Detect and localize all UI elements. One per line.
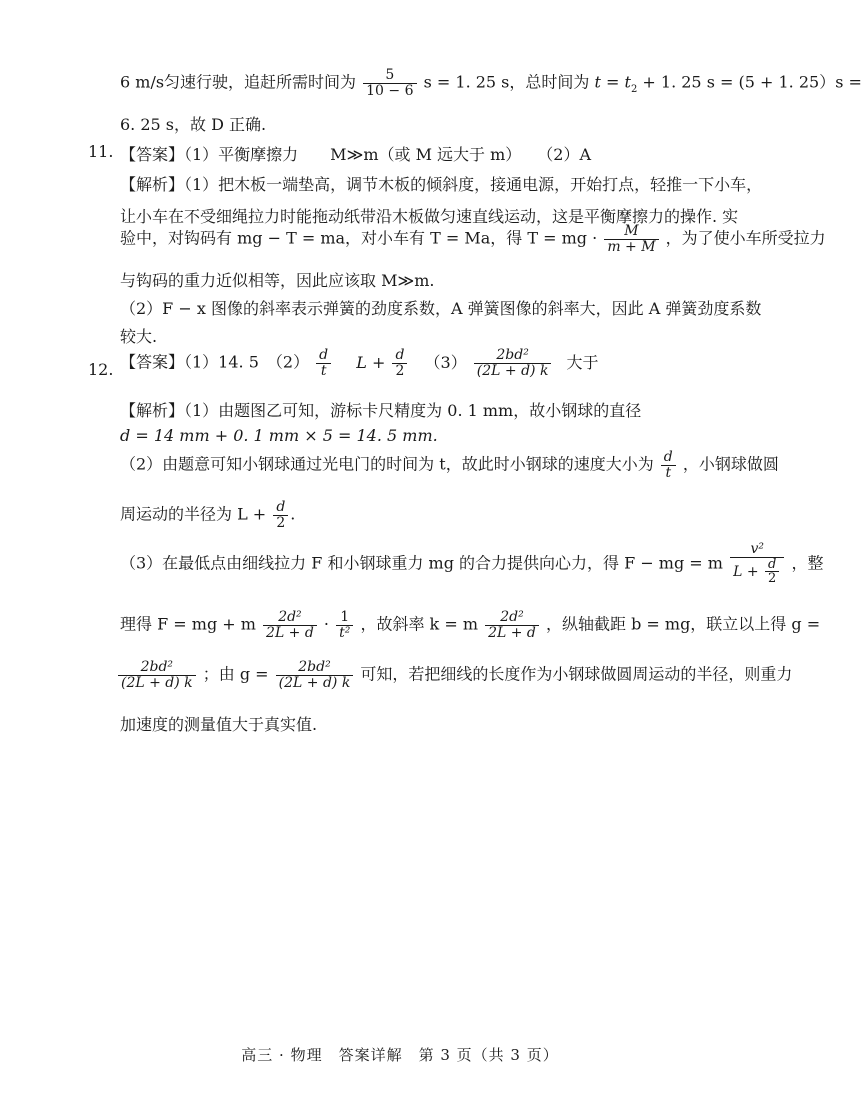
text-span: 验中，对钩码有 mg − T = ma，对小车有 T = Ma，得 T = mg · xyxy=(120,228,598,248)
text-span: s = 1. 25 s，总时间为 xyxy=(423,72,590,92)
fraction xyxy=(392,348,407,378)
fraction xyxy=(485,610,539,640)
fraction-numerator: d xyxy=(395,347,405,363)
fraction xyxy=(661,450,676,480)
text-span: t = t xyxy=(594,72,631,92)
text-span: L + xyxy=(733,563,759,580)
fraction-numerator: 2d² xyxy=(500,609,524,625)
fraction xyxy=(276,660,354,690)
text-span: （2）由题意可知小钢球通过光电门的时间为 t，故此时小钢球的速度大小为 xyxy=(120,454,654,474)
fraction-denominator: (2L + d) k xyxy=(474,363,552,379)
fraction xyxy=(363,68,416,98)
fraction-denominator: m + M xyxy=(604,239,658,255)
explanation-line: 让小车在不受细绳拉力时能拖动纸带沿木板做匀速直线运动，这是平衡摩擦力的操作. 实 xyxy=(120,207,739,226)
explanation-line: 与钩码的重力近似相等，因此应该取 M≫m. xyxy=(120,271,435,290)
fraction-denominator: 2L + d xyxy=(485,625,539,641)
explanation-line xyxy=(120,542,823,586)
fraction-numerator: 1 xyxy=(340,609,350,625)
fraction-numerator: 2bd² xyxy=(298,659,331,675)
fraction-denominator: t xyxy=(661,465,676,481)
fraction-numerator: d xyxy=(768,556,777,572)
fraction xyxy=(604,224,658,254)
fraction-numerator: 2d² xyxy=(278,609,302,625)
fraction-numerator: 2bd² xyxy=(140,659,174,675)
fraction-denominator xyxy=(730,557,784,586)
fraction xyxy=(273,500,288,530)
text-span: = (5 + 1. 25）s = xyxy=(720,72,862,92)
explanation-line: 【解析】（1）把木板一端垫高，调节木板的倾斜度，接通电源，开始打点，轻推一下小车， xyxy=(120,175,763,194)
subscript: 2 xyxy=(630,83,638,95)
text-span: （3） xyxy=(424,352,467,372)
text-span: ，纵轴截距 b = mg，联立以上得 g = xyxy=(545,614,821,634)
text-span: . xyxy=(290,504,296,524)
explanation-line xyxy=(116,660,792,690)
question-number: 11. xyxy=(88,142,114,161)
text-span: ，小钢球做圆 xyxy=(682,454,779,474)
fraction-numerator: 2bd² xyxy=(496,347,529,363)
fraction xyxy=(730,542,784,586)
text-line: 6. 25 s，故 D 正确. xyxy=(120,115,267,134)
answer-line: 【答案】（1）平衡摩擦力 M≫m（或 M 远大于 m） （2）A xyxy=(120,145,592,164)
text-line xyxy=(120,68,862,98)
fraction-denominator: (2L + d) k xyxy=(276,675,354,691)
fraction xyxy=(263,610,317,640)
text-span: L + xyxy=(356,352,386,372)
fraction-denominator: 2 xyxy=(765,571,779,586)
fraction-numerator: 5 xyxy=(385,67,395,83)
explanation-line xyxy=(120,224,826,254)
fraction xyxy=(765,558,779,586)
fraction-numerator: d xyxy=(319,347,329,363)
text-span: ，故斜率 k = m xyxy=(360,614,478,634)
fraction-denominator: (2L + d) k xyxy=(118,675,196,691)
text-span: ，为了使小车所受拉力 xyxy=(665,228,826,248)
explanation-line: d = 14 mm + 0. 1 mm × 5 = 14. 5 mm. xyxy=(120,426,438,445)
explanation-line xyxy=(120,610,820,640)
fraction xyxy=(336,610,353,640)
fraction xyxy=(316,348,331,378)
text-span: · xyxy=(323,614,330,634)
explanation-line: 较大. xyxy=(120,327,158,346)
explanation-line: 【解析】（1）由题图乙可知，游标卡尺精度为 0. 1 mm，故小钢球的直径 xyxy=(120,401,642,420)
fraction-numerator: v² xyxy=(750,541,764,557)
text-span: ，整 xyxy=(791,553,824,573)
explanation-line xyxy=(120,450,779,480)
text-span: 理得 F = mg + m xyxy=(120,614,256,634)
fraction xyxy=(474,348,552,378)
fraction-denominator: 2 xyxy=(392,363,407,379)
text-span: （3）在最低点由细线拉力 F 和小钢球重力 mg 的合力提供向心力，得 F − mg = m xyxy=(120,553,723,573)
fraction-denominator: 2 xyxy=(273,515,288,531)
text-span: ；由 g = xyxy=(202,664,269,684)
text-span: 6 m/s匀速行驶，追赶所需时间为 xyxy=(120,72,357,92)
page-footer: 高三 · 物理 答案详解 第 3 页（共 3 页） xyxy=(241,1046,559,1064)
answer-line xyxy=(120,348,599,378)
text-span: 周运动的半径为 L + xyxy=(120,504,267,524)
explanation-line: 加速度的测量值大于真实值. xyxy=(120,715,318,734)
fraction-denominator: t² xyxy=(336,625,353,641)
text-span: 【答案】（1）14. 5 （2） xyxy=(120,352,310,372)
explanation-line xyxy=(120,500,295,530)
fraction xyxy=(118,660,196,690)
fraction-numerator: M xyxy=(624,223,639,239)
fraction-numerator: d xyxy=(276,499,286,515)
explanation-line: （2）F − x 图像的斜率表示弹簧的劲度系数，A 弹簧图像的斜率大，因此 A 弹簧劲度系数 xyxy=(120,299,762,318)
fraction-denominator: 10 − 6 xyxy=(363,83,416,99)
text-span: + 1. 25 s xyxy=(642,72,715,92)
question-number: 12. xyxy=(88,360,114,379)
fraction-denominator: 2L + d xyxy=(263,625,317,641)
text-span: 大于 xyxy=(566,352,599,372)
text-span: 可知，若把细线的长度作为小钢球做圆周运动的半径，则重力 xyxy=(360,664,793,684)
fraction-denominator: t xyxy=(316,363,331,379)
fraction-numerator: d xyxy=(663,449,673,465)
